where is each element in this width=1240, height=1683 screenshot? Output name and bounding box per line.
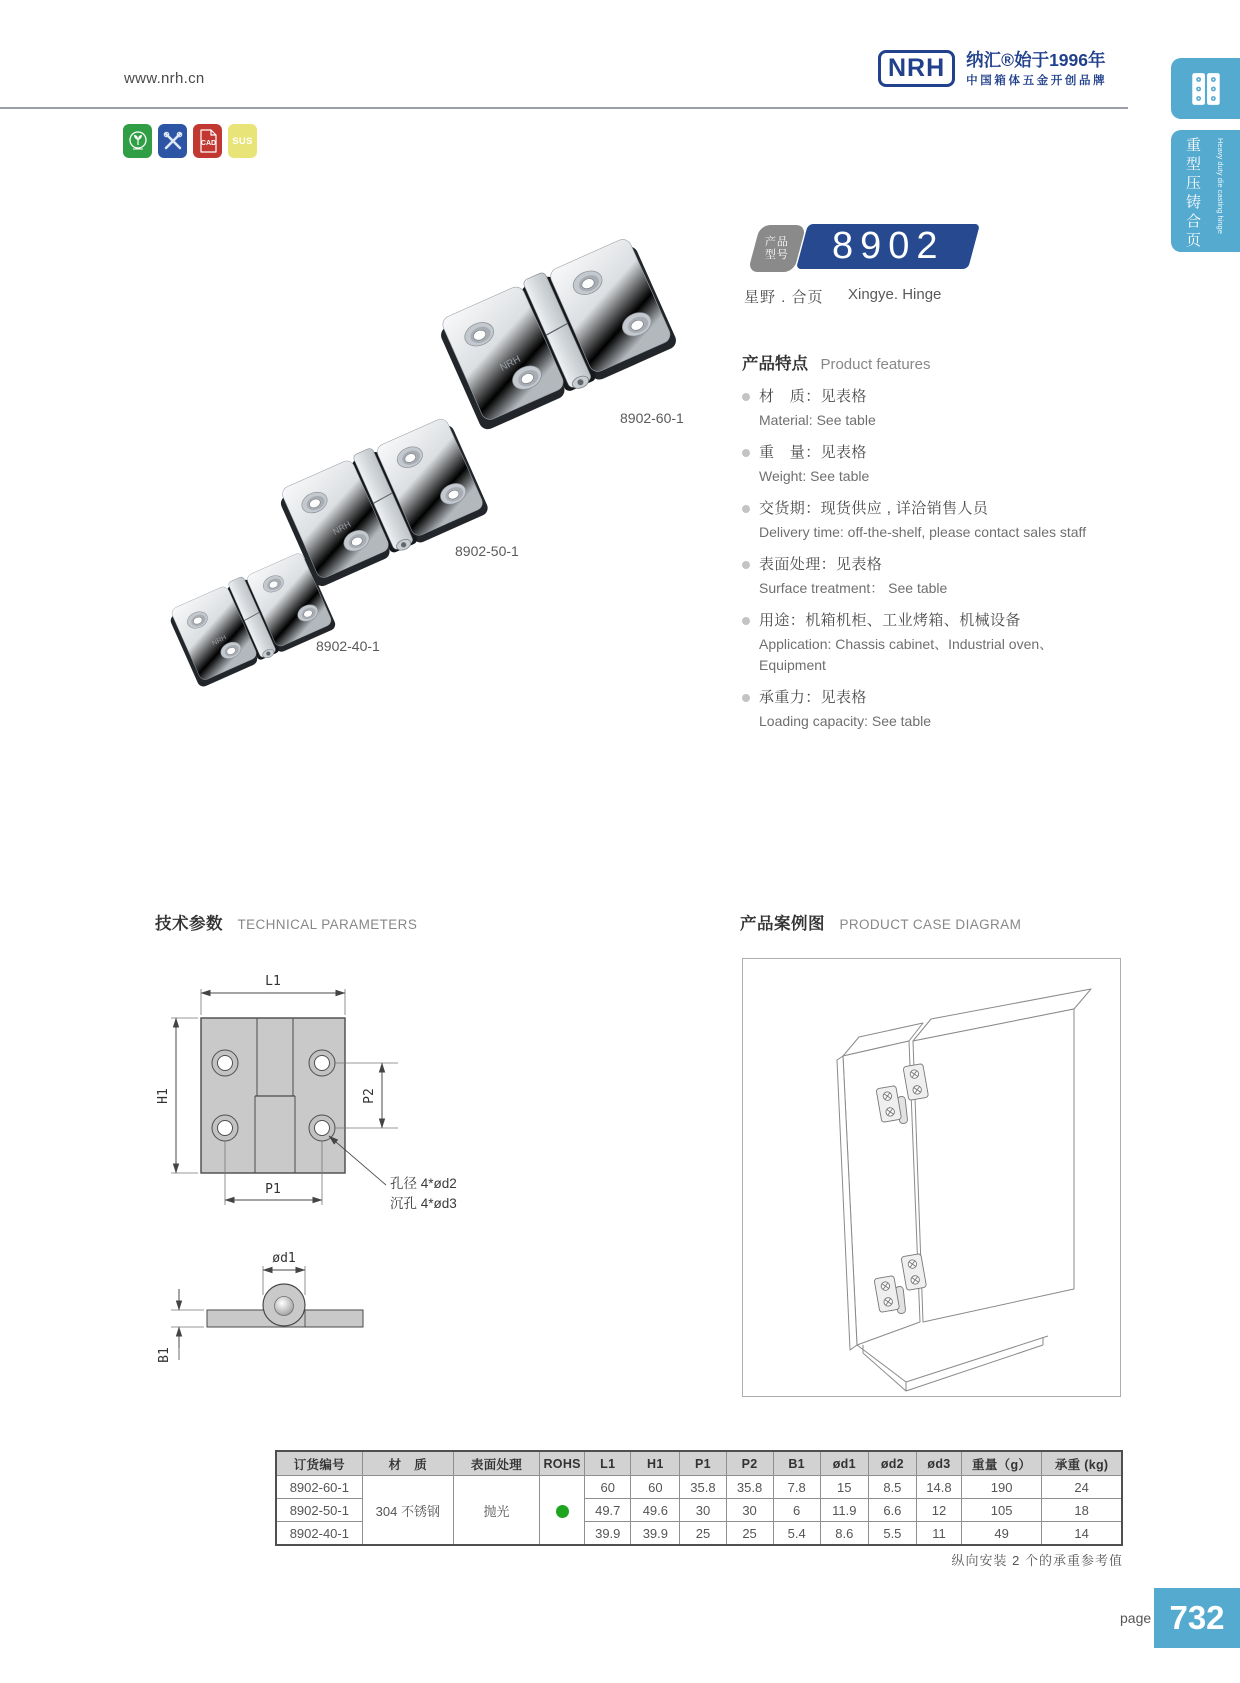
feature-item	[742, 442, 1112, 487]
tools-icon	[158, 124, 187, 158]
model-number: 8902	[831, 225, 945, 267]
features-title	[742, 350, 931, 374]
feature-cn: 承重力：见表格	[759, 689, 867, 706]
feature-item	[742, 498, 1112, 543]
cell-d1: 15	[820, 1476, 868, 1499]
feature-item	[742, 610, 1112, 676]
feature-item	[742, 386, 1112, 431]
category-label-cn: 重型压铸合页	[1184, 137, 1201, 251]
hole-note-2: 沉孔 4*ød3	[390, 1196, 457, 1211]
order-no: 8902-50-1	[276, 1499, 362, 1522]
cert-icons	[123, 124, 257, 158]
feature-en: Weight: See table	[759, 468, 870, 484]
sus-label: SUS	[232, 135, 253, 147]
brand-logo	[878, 50, 1107, 88]
col-b1: B1	[773, 1451, 820, 1476]
category-tab[interactable]	[1171, 130, 1240, 252]
dim-label-od1: ød1	[272, 1251, 296, 1266]
brand-tagline-line2: 中国箱体五金开创品牌	[966, 75, 1108, 87]
cell-p2: 35.8	[726, 1476, 773, 1499]
model-badge-line1: 产品	[765, 235, 789, 248]
hinge-icon	[1187, 70, 1225, 108]
case-heading-cn: 产品案例图	[740, 915, 825, 933]
photo-label-40: 8902-40-1	[316, 638, 380, 654]
eco-icon	[123, 124, 152, 158]
col-h1: H1	[631, 1451, 680, 1476]
cad-doc-icon	[196, 128, 220, 154]
category-label-en: Heavy duty die casting hinge	[1216, 138, 1225, 234]
col-weight: 重量（g）	[962, 1451, 1042, 1476]
cell-p2: 30	[726, 1499, 773, 1522]
photo-label-60: 8902-60-1	[620, 410, 684, 426]
model-badge-line2: 型号	[765, 248, 789, 261]
feature-cn: 表面处理：见表格	[759, 556, 883, 573]
spec-table	[275, 1450, 1123, 1546]
features-title-cn: 产品特点	[742, 355, 808, 373]
cell-p1: 30	[680, 1499, 726, 1522]
dim-label-B1: B1	[157, 1347, 172, 1363]
cell-weight: 49	[962, 1522, 1042, 1546]
brand-tagline-line1: 纳汇®始于1996年	[966, 50, 1106, 70]
cell-d2: 6.6	[868, 1499, 916, 1522]
model-number-banner	[796, 224, 980, 269]
crossed-tools-icon	[162, 130, 184, 152]
cell-b1: 7.8	[773, 1476, 820, 1499]
technical-heading-cn: 技术参数	[155, 915, 223, 933]
feature-en: Application: Chassis cabinet、Industrial oven、Equipment	[759, 636, 1054, 673]
col-d1: ød1	[820, 1451, 868, 1476]
page-number: 732	[1169, 1599, 1225, 1636]
brand-logo-box: NRH	[878, 50, 955, 87]
col-order: 订货编号	[276, 1451, 362, 1476]
cell-p1: 25	[680, 1522, 726, 1546]
category-tab-icon[interactable]	[1171, 58, 1240, 119]
product-name-en: Xingye. Hinge	[848, 286, 942, 303]
page-label: page	[1120, 1610, 1152, 1626]
cell-l1: 39.9	[585, 1522, 631, 1546]
dim-label-P1: P1	[265, 1182, 281, 1197]
cell-d3: 11	[916, 1522, 961, 1546]
col-load: 承重 (kg)	[1042, 1451, 1122, 1476]
material-cell: 304 不锈钢	[362, 1476, 453, 1546]
cell-load: 18	[1042, 1499, 1122, 1522]
brand-tagline	[966, 50, 1107, 88]
cell-l1: 49.7	[585, 1499, 631, 1522]
cell-h1: 39.9	[631, 1522, 680, 1546]
header-divider	[0, 107, 1128, 109]
cell-d2: 8.5	[868, 1476, 916, 1499]
product-name-cn: 星野 . 合页	[744, 289, 824, 306]
col-d3: ød3	[916, 1451, 961, 1476]
feature-cn: 重 量：见表格	[759, 444, 867, 461]
cad-icon	[193, 124, 222, 158]
table-note: 纵向安装 2 个的承重参考值	[951, 1553, 1123, 1568]
cell-d3: 14.8	[916, 1476, 961, 1499]
col-surface: 表面处理	[453, 1451, 539, 1476]
cell-l1: 60	[585, 1476, 631, 1499]
cell-b1: 6	[773, 1499, 820, 1522]
feature-cn: 用途：机箱机柜、工业烤箱、机械设备	[759, 612, 1021, 629]
dim-label-L1: L1	[265, 974, 281, 989]
case-diagram-drawing	[743, 959, 1120, 1396]
rohs-green-dot	[556, 1505, 569, 1518]
case-heading	[740, 910, 1021, 934]
table-row	[276, 1476, 1122, 1499]
order-no: 8902-40-1	[276, 1522, 362, 1546]
feature-en: Surface treatment： See table	[759, 580, 948, 596]
dim-label-H1: H1	[156, 1088, 171, 1104]
col-d2: ød2	[868, 1451, 916, 1476]
col-p2: P2	[726, 1451, 773, 1476]
col-material: 材 质	[362, 1451, 453, 1476]
cell-weight: 190	[962, 1476, 1042, 1499]
cell-weight: 105	[962, 1499, 1042, 1522]
feature-item	[742, 687, 1112, 732]
cell-load: 24	[1042, 1476, 1122, 1499]
feature-cn: 交货期：现货供应 , 详洽销售人员	[759, 500, 989, 517]
col-rohs: ROHS	[540, 1451, 585, 1476]
technical-drawing	[140, 955, 480, 1375]
photo-label-50: 8902-50-1	[455, 543, 519, 559]
cell-p1: 35.8	[680, 1476, 726, 1499]
page-number-badge	[1154, 1588, 1240, 1648]
feature-item	[742, 554, 1112, 599]
cell-p2: 25	[726, 1522, 773, 1546]
technical-heading-en: TECHNICAL PARAMETERS	[237, 917, 418, 932]
col-l1: L1	[585, 1451, 631, 1476]
col-p1: P1	[680, 1451, 726, 1476]
product-photo: NRH	[110, 210, 710, 710]
cell-h1: 60	[631, 1476, 680, 1499]
cell-b1: 5.4	[773, 1522, 820, 1546]
cell-d1: 8.6	[820, 1522, 868, 1546]
cell-load: 14	[1042, 1522, 1122, 1546]
hole-note-1: 孔径 4*ød2	[390, 1176, 457, 1191]
eco-sprout-icon	[127, 130, 149, 152]
features-list	[742, 386, 1112, 743]
feature-en: Delivery time: off-the-shelf, please contact sales staff	[759, 524, 1087, 540]
case-heading-en: PRODUCT CASE DIAGRAM	[839, 917, 1022, 932]
dim-label-P2: P2	[362, 1088, 377, 1104]
technical-heading	[155, 910, 417, 934]
website-link[interactable]: www.nrh.cn	[124, 70, 205, 87]
cell-h1: 49.6	[631, 1499, 680, 1522]
cad-label: CAD	[200, 140, 216, 147]
rohs-indicator	[540, 1476, 585, 1546]
feature-en: Material: See table	[759, 412, 876, 428]
cell-d3: 12	[916, 1499, 961, 1522]
spec-header-row	[276, 1451, 1122, 1476]
feature-cn: 材 质：见表格	[759, 388, 867, 405]
case-diagram-box	[742, 958, 1121, 1397]
order-no: 8902-60-1	[276, 1476, 362, 1499]
surface-cell: 抛光	[453, 1476, 539, 1546]
feature-en: Loading capacity: See table	[759, 713, 932, 729]
cell-d2: 5.5	[868, 1522, 916, 1546]
features-title-en: Product features	[820, 356, 931, 373]
sus-icon	[228, 124, 257, 158]
cell-d1: 11.9	[820, 1499, 868, 1522]
